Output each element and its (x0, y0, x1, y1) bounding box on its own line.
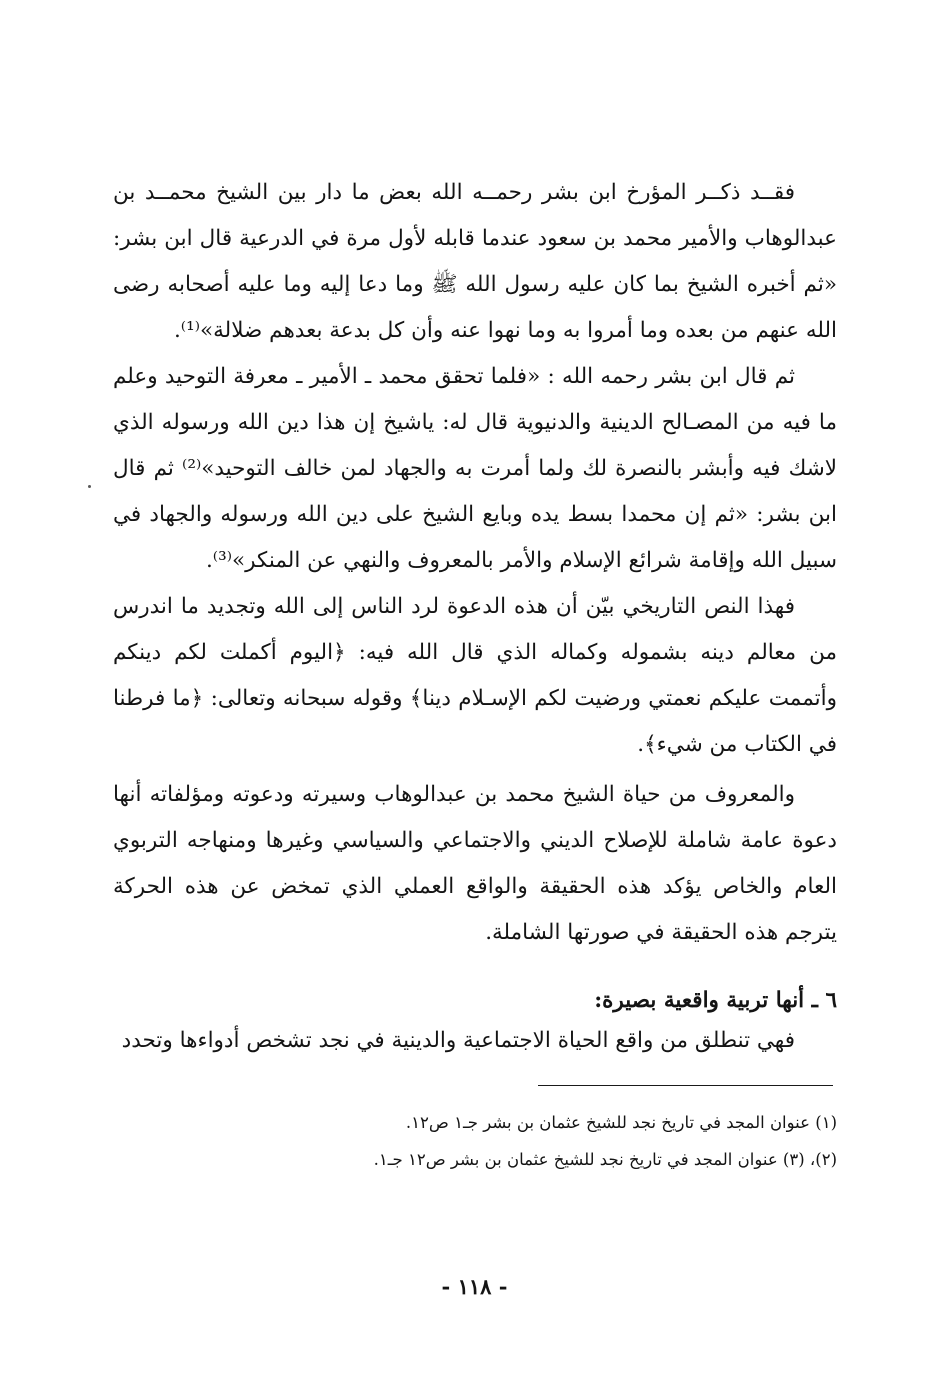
footnotes (113, 1104, 837, 1178)
body-paragraph: فهذا النص التاريخي بيّن أن هذه الدعوة لرد الناس إلى الله وتجديد ما اندرس من معالم دينه بشموله وكماله الذي قال الله فيه: ﴿اليوم أكملت لكم دينكم وأتممت عليكم نعمتي ورضيت لكم الإسـلام دينا﴾ وقوله سبحانه وتعالى: ﴿ما فرطنا في الكتاب من شيء﴾. (113, 594, 837, 757)
paragraph-historical-text (113, 584, 837, 768)
paragraph-comprehensive-call (113, 772, 837, 956)
paragraph-prince-response (113, 354, 837, 584)
footnote-divider (538, 1085, 833, 1086)
body-paragraph: فقــد ذكــر المؤرخ ابن بشر رحمــه الله بعض ما دار بين الشيخ محمــد بن عبدالوهاب والأمير محمد بن سعود عندما قابله لأول مرة في الدرعية قال ابن بشر: «ثم أخبره الشيخ بما كان عليه رسول الله ﷺ وما دعا إليه وما عليه أصحابه رضى الله عنهم من بعده وما أمروا به وما نهوا عنه وأن كل بدعة بعدهم ضلالة»⁽¹⁾. (113, 180, 837, 343)
paragraph-section-six (113, 1018, 837, 1064)
section-heading: ٦ ـ أنها تربية واقعية بصيرة: (594, 988, 837, 1013)
body-paragraph: ثم قال ابن بشر رحمه الله : «فلما تحقق محمد ـ الأمير ـ معرفة التوحيد وعلم ما فيه من المصـالح الدينية والدنيوية قال له: ياشيخ إن هذا دين الله ورسوله الذي لاشك فيه وأبشر بالنصرة لك ولما أمرت به والجهاد لمن خالف التوحيد»⁽²⁾ ثم قال ابن بشر: «ثم إن محمدا بسط يده وبايع الشيخ على دين الله ورسوله والجهاد في سبيل الله وإقامة شرائع الإسلام والأمر بالمعروف والنهي عن المنكر»⁽³⁾. (113, 364, 837, 573)
scan-speck (88, 485, 91, 488)
paragraph-ibn-bishr-account (113, 170, 837, 354)
footnote-2-3: (٢)، (٣) عنوان المجد في تاريخ نجد للشيخ عثمان بن بشر ص١٢ جـ١. (373, 1150, 837, 1169)
page-number: - ١١٨ - (441, 1274, 508, 1299)
body-paragraph: فهي تنطلق من واقع الحياة الاجتماعية والدينية في نجد تشخص أدواءها وتحدد (121, 1028, 795, 1053)
body-paragraph: والمعروف من حياة الشيخ محمد بن عبدالوهاب وسيرته ودعوته ومؤلفاته أنها دعوة عامة شاملة للإصلاح الديني والاجتماعي والسياسي وغيرها ومنهاجه التربوي العام والخاص يؤكد هذه الحقيقة والواقع العملي الذي تمخض عن هذه الحركة يترجم هذه الحقيقة في صورتها الشاملة. (113, 782, 837, 945)
footnote-1: (١) عنوان المجد في تاريخ نجد للشيخ عثمان بن بشر جـ١ ص١٢. (405, 1113, 837, 1132)
